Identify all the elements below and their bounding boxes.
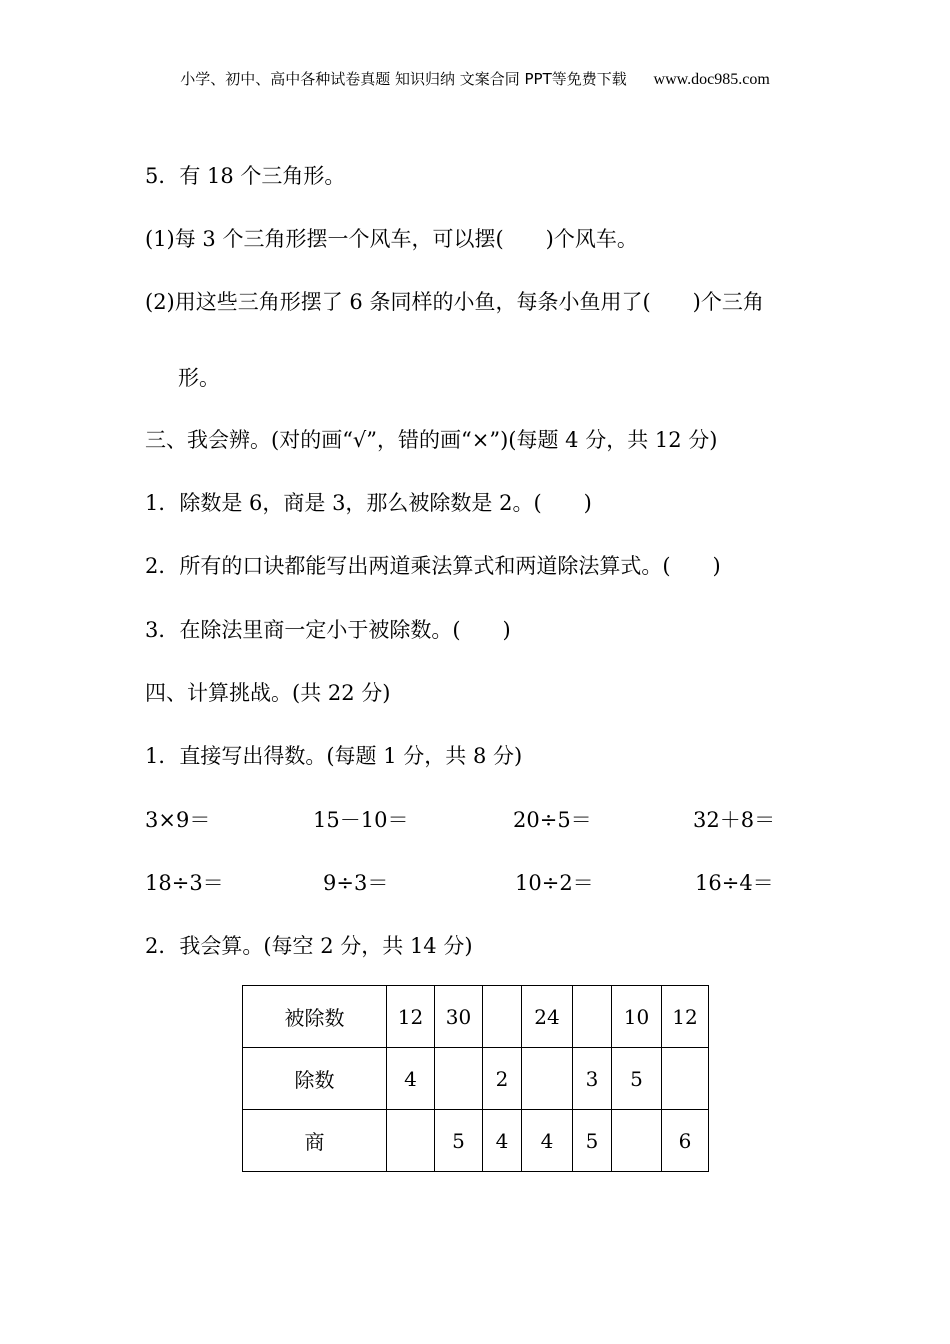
oral-calc-item: 16÷4＝: [695, 871, 774, 895]
table-cell: 24: [522, 986, 573, 1048]
section-3-item-3: 3．在除法里商一定小于被除数。( ): [145, 618, 511, 642]
table-cell: 3: [573, 1048, 612, 1110]
section-4-item-1: 1．直接写出得数。(每题 1 分，共 8 分): [145, 744, 523, 768]
table-cell: 5: [573, 1110, 612, 1172]
table-cell: 5: [612, 1048, 662, 1110]
section-3-item-1: 1．除数是 6，商是 3，那么被除数是 2。( ): [145, 491, 592, 515]
question-5-part-1: (1)每 3 个三角形摆一个风车，可以摆( )个风车。: [145, 227, 638, 251]
table-cell: 2: [483, 1048, 522, 1110]
page-header: [0, 68, 950, 89]
header-text: 小学、初中、高中各种试卷真题 知识归纳 文案合同 PPT等免费下载: [180, 70, 627, 88]
question-5-part-2-continued: 形。: [178, 366, 220, 390]
table-cell: [522, 1048, 573, 1110]
oral-calc-row-2: [0, 873, 950, 897]
oral-calc-item: 3×9＝: [145, 808, 211, 832]
question-5: 5．有 18 个三角形。: [145, 164, 346, 188]
table-cell: 4: [387, 1048, 435, 1110]
oral-calc-item: 32＋8＝: [693, 808, 776, 832]
table-cell: 30: [435, 986, 483, 1048]
table-cell: [483, 986, 522, 1048]
table-cell: 10: [612, 986, 662, 1048]
header-url[interactable]: www.doc985.com: [653, 71, 770, 88]
row-label: 除数: [243, 1048, 387, 1110]
oral-calc-item: 9÷3＝: [323, 871, 389, 895]
table-cell: 6: [662, 1110, 709, 1172]
table-cell: 12: [662, 986, 709, 1048]
question-5-part-2: (2)用这些三角形摆了 6 条同样的小鱼，每条小鱼用了( )个三角: [145, 290, 764, 314]
table-cell: 4: [483, 1110, 522, 1172]
division-table: [242, 985, 709, 1172]
section-4-item-2: 2．我会算。(每空 2 分，共 14 分): [145, 934, 473, 958]
table-cell: 12: [387, 986, 435, 1048]
oral-calc-item: 10÷2＝: [515, 871, 594, 895]
table-cell: [435, 1048, 483, 1110]
table-row: [243, 1048, 709, 1110]
table-row: [243, 1110, 709, 1172]
table-row: [243, 986, 709, 1048]
table-cell: 5: [435, 1110, 483, 1172]
oral-calc-item: 20÷5＝: [513, 808, 592, 832]
oral-calc-item: 15－10＝: [313, 808, 409, 832]
section-3-item-2: 2．所有的口诀都能写出两道乘法算式和两道除法算式。( ): [145, 554, 721, 578]
oral-calc-row-1: [0, 810, 950, 834]
oral-calc-item: 18÷3＝: [145, 871, 224, 895]
section-4-title: 四、计算挑战。(共 22 分): [145, 681, 391, 705]
table-cell: [573, 986, 612, 1048]
table-cell: 4: [522, 1110, 573, 1172]
table-cell: [387, 1110, 435, 1172]
section-3-title: 三、我会辨。(对的画“√”，错的画“×”)(每题 4 分，共 12 分): [145, 428, 718, 452]
row-label: 商: [243, 1110, 387, 1172]
table-cell: [662, 1048, 709, 1110]
table-cell: [612, 1110, 662, 1172]
row-label: 被除数: [243, 986, 387, 1048]
